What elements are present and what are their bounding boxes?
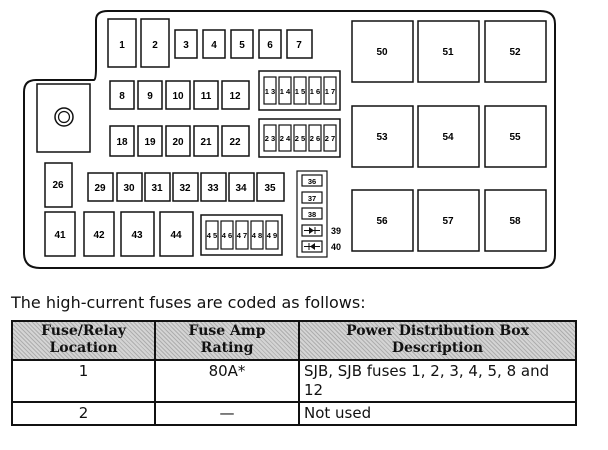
diode-39 — [302, 225, 322, 236]
fuse-20-label: 20 — [172, 137, 184, 148]
cell-rating: — — [155, 402, 299, 425]
fuse-9-label: 9 — [147, 91, 153, 102]
fuse-38 — [302, 208, 322, 219]
minifuse-24 — [279, 125, 291, 151]
header-location: Fuse/Relay Location — [12, 321, 155, 360]
minifuse-46-label: 4 6 — [221, 231, 233, 240]
minifuse-27-label: 2 7 — [324, 134, 336, 143]
relay-56-label: 56 — [376, 216, 388, 227]
fuse-32 — [173, 173, 198, 201]
cell-description: Not used — [299, 402, 576, 425]
relay-54 — [418, 106, 479, 167]
relay-52 — [485, 21, 546, 82]
fuse-11 — [194, 81, 218, 109]
table-caption: The high-current fuses are coded as follows: — [11, 293, 366, 312]
fuse-4 — [203, 30, 225, 58]
fuse-21 — [194, 126, 218, 156]
header-rating: Fuse Amp Rating — [155, 321, 299, 360]
fuse-12 — [222, 81, 249, 109]
minifuse-13-label: 1 3 — [264, 87, 276, 96]
fuse-34 — [229, 173, 254, 201]
relay-56 — [352, 190, 413, 251]
minifuse-16-label: 1 6 — [309, 87, 321, 96]
fuse-42 — [84, 212, 114, 256]
cell-location: 2 — [12, 402, 155, 425]
fuse-26 — [45, 163, 72, 207]
minifuse-27 — [324, 125, 336, 151]
relay-53 — [352, 106, 413, 167]
fuse-10-label: 10 — [172, 91, 184, 102]
fuse-7 — [287, 30, 312, 58]
fuse-7-label: 7 — [296, 40, 302, 51]
diode-40-label: 40 — [331, 242, 342, 252]
fuse-6 — [259, 30, 281, 58]
fuse-33-label: 33 — [207, 183, 219, 194]
fuse-12-label: 12 — [229, 91, 241, 102]
minifuse-49-label: 4 9 — [266, 231, 278, 240]
relay-57 — [418, 190, 479, 251]
fuse-34-label: 34 — [235, 183, 247, 194]
fuse-4-label: 4 — [211, 40, 217, 51]
minifuse-15 — [294, 77, 306, 104]
fuse-38-label: 38 — [307, 210, 317, 219]
relay-58 — [485, 190, 546, 251]
minifuse-46 — [221, 221, 233, 249]
minifuse-47-label: 4 7 — [236, 231, 248, 240]
minifuse-block-23-27 — [259, 119, 340, 157]
minifuse-48-label: 4 8 — [251, 231, 263, 240]
fuse-30 — [117, 173, 142, 201]
fuse-11-label: 11 — [200, 91, 212, 102]
fuse-18-label: 18 — [116, 137, 128, 148]
minifuse-26 — [309, 125, 321, 151]
fuse-21-label: 21 — [200, 137, 212, 148]
minifuse-47 — [236, 221, 248, 249]
header-description: Power Distribution Box Description — [299, 321, 576, 360]
fuse-19-label: 19 — [144, 137, 156, 148]
small-fuse-stack — [297, 171, 327, 257]
minifuse-16 — [309, 77, 321, 104]
fuse-1-label: 1 — [119, 40, 125, 51]
minifuse-17-label: 1 7 — [324, 87, 336, 96]
minifuse-23-label: 2 3 — [264, 134, 276, 143]
fuse-36-label: 36 — [307, 177, 317, 186]
fuse-1 — [108, 19, 136, 67]
fuse-10 — [166, 81, 190, 109]
fuse-44 — [160, 212, 193, 256]
fuse-43-label: 43 — [131, 230, 143, 241]
fuse-30-label: 30 — [123, 183, 135, 194]
relay-54-label: 54 — [442, 132, 454, 143]
minifuse-45-label: 4 5 — [206, 231, 218, 240]
minifuse-49 — [266, 221, 278, 249]
minifuse-17 — [324, 77, 336, 104]
fuse-22 — [222, 126, 249, 156]
minifuse-14-label: 1 4 — [279, 87, 291, 96]
relay-50-label: 50 — [376, 47, 388, 58]
fuse-31 — [145, 173, 170, 201]
fuse-19 — [138, 126, 162, 156]
fuse-37-label: 37 — [307, 194, 317, 203]
fuse-3 — [175, 30, 197, 58]
minifuse-block-45-49 — [201, 215, 282, 255]
fuse-32-label: 32 — [179, 183, 191, 194]
diode-40 — [302, 241, 322, 252]
fuse-44-label: 44 — [170, 230, 182, 241]
fuse-8-label: 8 — [119, 91, 125, 102]
fuse-5 — [231, 30, 253, 58]
fuse-36 — [302, 175, 322, 186]
fuse-3-label: 3 — [183, 40, 189, 51]
minifuse-block-13-17 — [259, 71, 340, 110]
fuse-9 — [138, 81, 162, 109]
fuse-8 — [110, 81, 134, 109]
relay-55-label: 55 — [509, 132, 521, 143]
fuse-5-label: 5 — [239, 40, 245, 51]
relay-55 — [485, 106, 546, 167]
diode-39-label: 39 — [331, 226, 342, 236]
cell-rating: 80A* — [155, 360, 299, 402]
fuse-42-label: 42 — [93, 230, 105, 241]
relay-50 — [352, 21, 413, 82]
table-row — [12, 360, 576, 402]
fuse-6-label: 6 — [267, 40, 273, 51]
fuse-29-label: 29 — [94, 183, 106, 194]
fuse-43 — [121, 212, 154, 256]
minifuse-24-label: 2 4 — [279, 134, 291, 143]
fuse-35-label: 35 — [264, 183, 276, 194]
minifuse-13 — [264, 77, 276, 104]
minifuse-25-label: 2 5 — [294, 134, 306, 143]
minifuse-14 — [279, 77, 291, 104]
mounting-bolt-inner — [59, 112, 70, 123]
fuse-18 — [110, 126, 134, 156]
minifuse-23 — [264, 125, 276, 151]
minifuse-26-label: 2 6 — [309, 134, 321, 143]
fuse-41-label: 41 — [54, 230, 66, 241]
fuse-2 — [141, 19, 169, 67]
fuse-37 — [302, 192, 322, 203]
relay-52-label: 52 — [509, 47, 521, 58]
relay-58-label: 58 — [509, 216, 521, 227]
fuse-31-label: 31 — [151, 183, 163, 194]
fuse-35 — [257, 173, 284, 201]
fuse-41 — [45, 212, 75, 256]
relay-53-label: 53 — [376, 132, 388, 143]
table-header-row — [12, 321, 576, 360]
minifuse-25 — [294, 125, 306, 151]
fuse-33 — [201, 173, 226, 201]
minifuse-48 — [251, 221, 263, 249]
relay-51 — [418, 21, 479, 82]
fuse-29 — [88, 173, 113, 201]
high-current-fuse-table — [11, 320, 577, 426]
fuse-22-label: 22 — [229, 137, 241, 148]
relay-51-label: 51 — [442, 47, 454, 58]
cell-location: 1 — [12, 360, 155, 402]
fuse-20 — [166, 126, 190, 156]
minifuse-15-label: 1 5 — [294, 87, 306, 96]
fuse-26-label: 26 — [52, 180, 64, 191]
relay-57-label: 57 — [442, 216, 454, 227]
fuse-2-label: 2 — [152, 40, 158, 51]
minifuse-45 — [206, 221, 218, 249]
table-row — [12, 402, 576, 425]
cell-description: SJB, SJB fuses 1, 2, 3, 4, 5, 8 and 12 — [299, 360, 576, 402]
